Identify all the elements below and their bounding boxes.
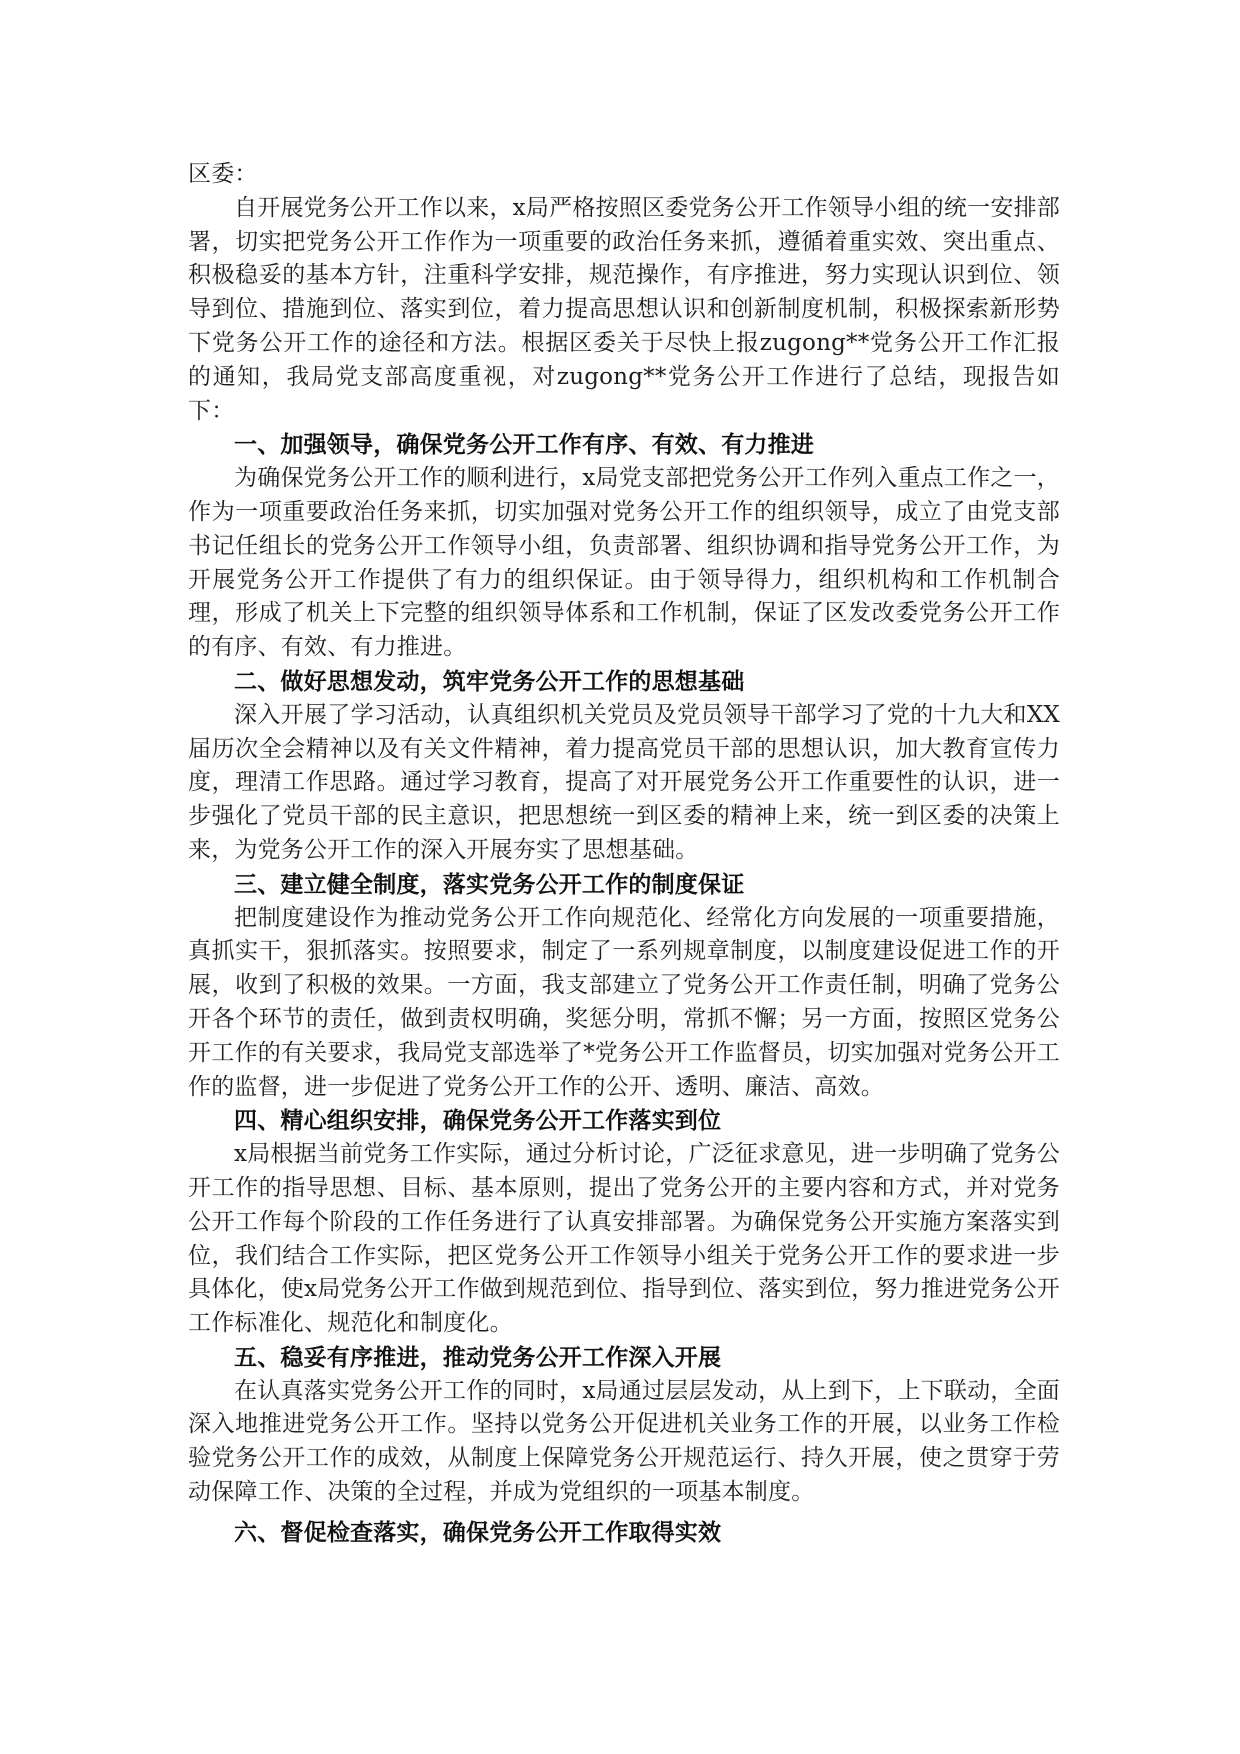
section-6-heading: 六、督促检查落实，确保党务公开工作取得实效 xyxy=(234,1518,722,1546)
section-2-heading: 二、做好思想发动，筑牢党务公开工作的思想基础 xyxy=(234,667,745,695)
document-body xyxy=(188,158,1060,1550)
salutation: 区委： xyxy=(188,161,258,187)
section-3-heading: 三、建立健全制度，落实党务公开工作的制度保证 xyxy=(234,870,745,898)
section-5-body: 在认真落实党务公开工作的同时，x局通过层层发动，从上到下，上下联动，全面深入地推进党务公开工作。坚持以党务公开促进机关业务工作的开展，以业务工作检验党务公开工作的成效，从制度上保障党务公开规范运行、持久开展，使之贯穿于劳动保障工作、决策的全过程，并成为党组织的一项基本制度。 xyxy=(188,1377,1060,1506)
section-3-body: 把制度建设作为推动党务公开工作向规范化、经常化方向发展的一项重要措施，真抓实干，狠抓落实。按照要求，制定了一系列规章制度，以制度建设促进工作的开展，收到了积极的效果。一方面，我支部建立了党务公开工作责任制，明确了党务公开各个环节的责任，做到责权明确，奖惩分明，常抓不懈；另一方面，按照区党务公开工作的有关要求，我局党支部选举了*党务公开工作监督员，切实加强对党务公开工作的监督，进一步促进了党务公开工作的公开、透明、廉洁、高效。 xyxy=(188,904,1060,1100)
section-1-body: 为确保党务公开工作的顺利进行，x局党支部把党务公开工作列入重点工作之一，作为一项重要政治任务来抓，切实加强对党务公开工作的组织领导，成立了由党支部书记任组长的党务公开工作领导小组，负责部署、组织协调和指导党务公开工作，为开展党务公开工作提供了有力的组织保证。由于领导得力，组织机构和工作机制合理，形成了机关上下完整的组织领导体系和工作机制，保证了区发改委党务公开工作的有序、有效、有力推进。 xyxy=(188,465,1060,661)
section-2-body: 深入开展了学习活动，认真组织机关党员及党员领导干部学习了党的十九大和XX届历次全会精神以及有关文件精神，着力提高党员干部的思想认识，加大教育宣传力度，理清工作思路。通过学习教育，提高了对开展党务公开工作重要性的认识，进一步强化了党员干部的民主意识，把思想统一到区委的精神上来，统一到区委的决策上来，为党务公开工作的深入开展夯实了思想基础。 xyxy=(188,701,1060,863)
section-5-heading: 五、稳妥有序推进，推动党务公开工作深入开展 xyxy=(234,1343,722,1371)
section-1-heading: 一、加强领导，确保党务公开工作有序、有效、有力推进 xyxy=(234,431,814,459)
intro-paragraph: 自开展党务公开工作以来，x局严格按照区委党务公开工作领导小组的统一安排部署，切实把党务公开工作作为一项重要的政治任务来抓，遵循着重实效、突出重点、积极稳妥的基本方针，注重科学安排，规范操作，有序推进，努力实现认识到位、领导到位、措施到位、落实到位，着力提高思想认识和创新制度机制，积极探索新形势下党务公开工作的途径和方法。根据区委关于尽快上报zugong**党务公开工作汇报的通知，我局党支部高度重视，对zugong**党务公开工作进行了总结，现报告如下： xyxy=(188,194,1060,424)
section-4-heading: 四、精心组织安排，确保党务公开工作落实到位 xyxy=(234,1107,722,1135)
section-4-body: x局根据当前党务工作实际，通过分析讨论，广泛征求意见，进一步明确了党务公开工作的指导思想、目标、基本原则，提出了党务公开的主要内容和方式，并对党务公开工作每个阶段的工作任务进行了认真安排部署。为确保党务公开实施方案落实到位，我们结合工作实际，把区党务公开工作领导小组关于党务公开工作的要求进一步具体化，使x局党务公开工作做到规范到位、指导到位、落实到位，努力推进党务公开工作标准化、规范化和制度化。 xyxy=(188,1141,1060,1337)
